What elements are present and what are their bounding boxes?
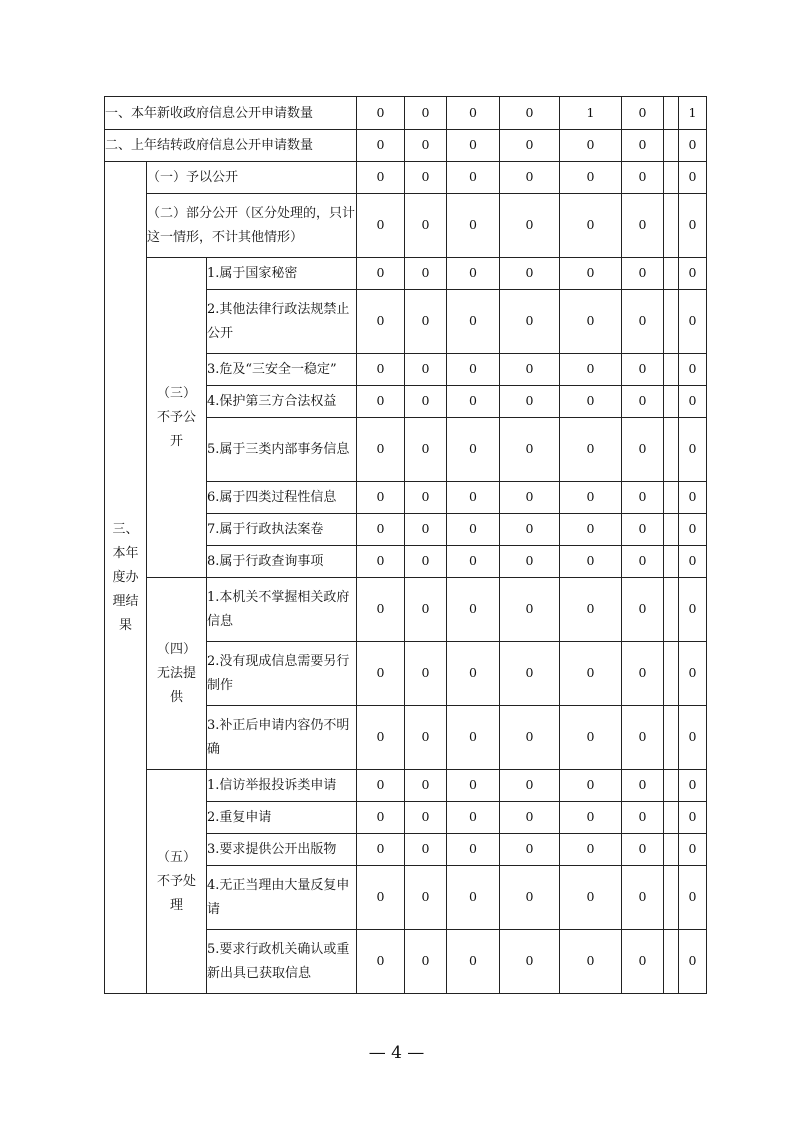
value-cell: 0 <box>560 418 622 482</box>
value-cell: 0 <box>357 546 405 578</box>
value-cell: 0 <box>405 770 447 802</box>
value-cell: 0 <box>357 770 405 802</box>
value-cell: 0 <box>622 482 664 514</box>
value-cell: 0 <box>405 258 447 290</box>
value-cell: 0 <box>447 418 500 482</box>
value-cell: 0 <box>500 258 560 290</box>
value-cell: 0 <box>622 258 664 290</box>
value-cell: 0 <box>679 802 707 834</box>
column-gap <box>664 866 679 930</box>
value-cell: 0 <box>500 546 560 578</box>
value-cell: 0 <box>500 930 560 994</box>
column-gap <box>664 834 679 866</box>
value-cell: 0 <box>500 706 560 770</box>
item-label: 7.属于行政执法案卷 <box>207 514 357 546</box>
value-cell: 0 <box>357 802 405 834</box>
value-cell: 0 <box>560 546 622 578</box>
value-cell: 0 <box>622 546 664 578</box>
value-cell: 0 <box>560 770 622 802</box>
item-label: 1.属于国家秘密 <box>207 258 357 290</box>
value-cell: 0 <box>679 930 707 994</box>
value-cell: 0 <box>357 162 405 194</box>
item-label: 5.属于三类内部事务信息 <box>207 418 357 482</box>
item-label: 4.保护第三方合法权益 <box>207 386 357 418</box>
value-cell: 0 <box>357 930 405 994</box>
value-cell: 0 <box>405 930 447 994</box>
column-gap <box>664 130 679 162</box>
value-cell: 0 <box>357 866 405 930</box>
value-cell: 0 <box>447 834 500 866</box>
item-label: 1.信访举报投诉类申请 <box>207 770 357 802</box>
value-cell: 0 <box>500 770 560 802</box>
value-cell: 0 <box>622 130 664 162</box>
table-row <box>105 97 707 130</box>
value-cell: 0 <box>679 482 707 514</box>
value-cell: 0 <box>622 834 664 866</box>
value-cell: 0 <box>405 130 447 162</box>
value-cell: 0 <box>405 97 447 130</box>
value-cell: 0 <box>447 770 500 802</box>
value-cell: 0 <box>405 546 447 578</box>
value-cell: 0 <box>357 290 405 354</box>
item-label: 4.无正当理由大量反复申请 <box>207 866 357 930</box>
table-row <box>105 194 707 258</box>
value-cell: 0 <box>622 514 664 546</box>
value-cell: 0 <box>679 130 707 162</box>
value-cell: 0 <box>357 514 405 546</box>
value-cell: 0 <box>500 802 560 834</box>
item-label: 3.危及“三安全一稳定” <box>207 354 357 386</box>
value-cell: 0 <box>679 290 707 354</box>
column-gap <box>664 386 679 418</box>
item-label: 5.要求行政机关确认或重新出具已获取信息 <box>207 930 357 994</box>
value-cell: 0 <box>679 642 707 706</box>
value-cell: 0 <box>447 162 500 194</box>
value-cell: 0 <box>500 290 560 354</box>
value-cell: 0 <box>560 162 622 194</box>
column-gap <box>664 802 679 834</box>
value-cell: 0 <box>622 162 664 194</box>
column-gap <box>664 770 679 802</box>
column-gap <box>664 290 679 354</box>
value-cell: 0 <box>560 514 622 546</box>
value-cell: 0 <box>447 578 500 642</box>
value-cell: 0 <box>500 482 560 514</box>
value-cell: 0 <box>560 866 622 930</box>
value-cell: 0 <box>357 130 405 162</box>
value-cell: 0 <box>679 866 707 930</box>
value-cell: 0 <box>622 578 664 642</box>
value-cell: 0 <box>560 706 622 770</box>
value-cell: 0 <box>500 514 560 546</box>
value-cell: 0 <box>679 418 707 482</box>
item-label: 1.本机关不掌握相关政府信息 <box>207 578 357 642</box>
value-cell: 0 <box>357 194 405 258</box>
value-cell: 0 <box>357 97 405 130</box>
value-cell: 0 <box>500 834 560 866</box>
value-cell: 0 <box>447 482 500 514</box>
item-label: 8.属于行政查询事项 <box>207 546 357 578</box>
value-cell: 0 <box>357 418 405 482</box>
value-cell: 0 <box>447 258 500 290</box>
value-cell: 0 <box>622 930 664 994</box>
value-cell: 0 <box>357 482 405 514</box>
table-row <box>105 130 707 162</box>
value-cell: 0 <box>447 514 500 546</box>
statistics-table <box>104 96 707 994</box>
column-gap <box>664 354 679 386</box>
value-cell: 0 <box>679 194 707 258</box>
column-gap <box>664 258 679 290</box>
value-cell: 0 <box>560 642 622 706</box>
value-cell: 0 <box>560 290 622 354</box>
value-cell: 0 <box>679 578 707 642</box>
row-label: 一、本年新收政府信息公开申请数量 <box>105 97 357 130</box>
column-gap <box>664 578 679 642</box>
value-cell: 0 <box>500 578 560 642</box>
column-gap <box>664 706 679 770</box>
value-cell: 0 <box>405 354 447 386</box>
value-cell: 0 <box>357 642 405 706</box>
value-cell: 0 <box>405 802 447 834</box>
value-cell: 0 <box>679 258 707 290</box>
value-cell: 0 <box>679 546 707 578</box>
table-row <box>105 578 707 642</box>
value-cell: 0 <box>622 354 664 386</box>
value-cell: 0 <box>405 290 447 354</box>
column-gap <box>664 642 679 706</box>
value-cell: 0 <box>560 930 622 994</box>
value-cell: 0 <box>447 354 500 386</box>
item-label: 3.要求提供公开出版物 <box>207 834 357 866</box>
value-cell: 0 <box>447 866 500 930</box>
table-row <box>105 162 707 194</box>
value-cell: 0 <box>405 642 447 706</box>
value-cell: 0 <box>622 642 664 706</box>
column-gap <box>664 514 679 546</box>
value-cell: 0 <box>405 194 447 258</box>
value-cell: 0 <box>447 97 500 130</box>
item-label: 2.没有现成信息需要另行制作 <box>207 642 357 706</box>
value-cell: 0 <box>447 290 500 354</box>
value-cell: 0 <box>405 834 447 866</box>
value-cell: 0 <box>622 706 664 770</box>
value-cell: 0 <box>679 162 707 194</box>
value-cell: 1 <box>679 97 707 130</box>
value-cell: 0 <box>560 258 622 290</box>
group-label-text: （三）不予公开 <box>156 385 196 449</box>
value-cell: 0 <box>500 162 560 194</box>
value-cell: 0 <box>447 802 500 834</box>
value-cell: 0 <box>560 834 622 866</box>
value-cell: 0 <box>500 386 560 418</box>
value-cell: 0 <box>679 770 707 802</box>
value-cell: 0 <box>679 386 707 418</box>
value-cell: 0 <box>560 354 622 386</box>
value-cell: 0 <box>679 834 707 866</box>
group-label-text: （四）无法提供 <box>156 641 196 705</box>
page-number: — 4 — <box>368 1043 425 1063</box>
value-cell: 0 <box>622 802 664 834</box>
group-label <box>147 578 207 770</box>
value-cell: 0 <box>500 418 560 482</box>
section-label-text: 三、本年度办理结果 <box>112 521 139 633</box>
value-cell: 0 <box>500 194 560 258</box>
group-label-text: （五）不予处理 <box>156 849 196 913</box>
table-row <box>105 258 707 290</box>
value-cell: 0 <box>405 162 447 194</box>
value-cell: 0 <box>357 354 405 386</box>
item-label: 2.其他法律行政法规禁止公开 <box>207 290 357 354</box>
value-cell: 0 <box>622 97 664 130</box>
column-gap <box>664 482 679 514</box>
value-cell: 0 <box>500 97 560 130</box>
value-cell: 0 <box>447 930 500 994</box>
value-cell: 0 <box>500 130 560 162</box>
section-label <box>105 162 147 994</box>
value-cell: 0 <box>500 354 560 386</box>
column-gap <box>664 97 679 130</box>
value-cell: 0 <box>560 386 622 418</box>
value-cell: 0 <box>560 482 622 514</box>
column-gap <box>664 418 679 482</box>
value-cell: 0 <box>622 866 664 930</box>
value-cell: 0 <box>679 354 707 386</box>
value-cell: 0 <box>622 290 664 354</box>
value-cell: 0 <box>679 514 707 546</box>
value-cell: 0 <box>405 578 447 642</box>
column-gap <box>664 162 679 194</box>
value-cell: 0 <box>405 482 447 514</box>
value-cell: 0 <box>560 130 622 162</box>
value-cell: 0 <box>405 866 447 930</box>
value-cell: 1 <box>560 97 622 130</box>
group-label <box>147 770 207 994</box>
value-cell: 0 <box>622 770 664 802</box>
category-label: （一）予以公开 <box>147 162 357 194</box>
value-cell: 0 <box>447 546 500 578</box>
value-cell: 0 <box>447 130 500 162</box>
table-row <box>105 770 707 802</box>
value-cell: 0 <box>405 514 447 546</box>
value-cell: 0 <box>357 834 405 866</box>
value-cell: 0 <box>357 386 405 418</box>
value-cell: 0 <box>679 706 707 770</box>
value-cell: 0 <box>447 194 500 258</box>
value-cell: 0 <box>357 706 405 770</box>
column-gap <box>664 194 679 258</box>
column-gap <box>664 546 679 578</box>
value-cell: 0 <box>447 386 500 418</box>
value-cell: 0 <box>560 802 622 834</box>
value-cell: 0 <box>405 386 447 418</box>
row-label: 二、上年结转政府信息公开申请数量 <box>105 130 357 162</box>
item-label: 6.属于四类过程性信息 <box>207 482 357 514</box>
value-cell: 0 <box>447 706 500 770</box>
value-cell: 0 <box>405 418 447 482</box>
value-cell: 0 <box>405 706 447 770</box>
category-label: （二）部分公开（区分处理的，只计这一情形，不计其他情形） <box>147 194 357 258</box>
item-label: 3.补正后申请内容仍不明确 <box>207 706 357 770</box>
value-cell: 0 <box>560 194 622 258</box>
value-cell: 0 <box>560 578 622 642</box>
column-gap <box>664 930 679 994</box>
value-cell: 0 <box>357 578 405 642</box>
value-cell: 0 <box>357 258 405 290</box>
value-cell: 0 <box>622 194 664 258</box>
group-label <box>147 258 207 578</box>
value-cell: 0 <box>622 386 664 418</box>
value-cell: 0 <box>500 642 560 706</box>
value-cell: 0 <box>622 418 664 482</box>
value-cell: 0 <box>447 642 500 706</box>
item-label: 2.重复申请 <box>207 802 357 834</box>
value-cell: 0 <box>500 866 560 930</box>
